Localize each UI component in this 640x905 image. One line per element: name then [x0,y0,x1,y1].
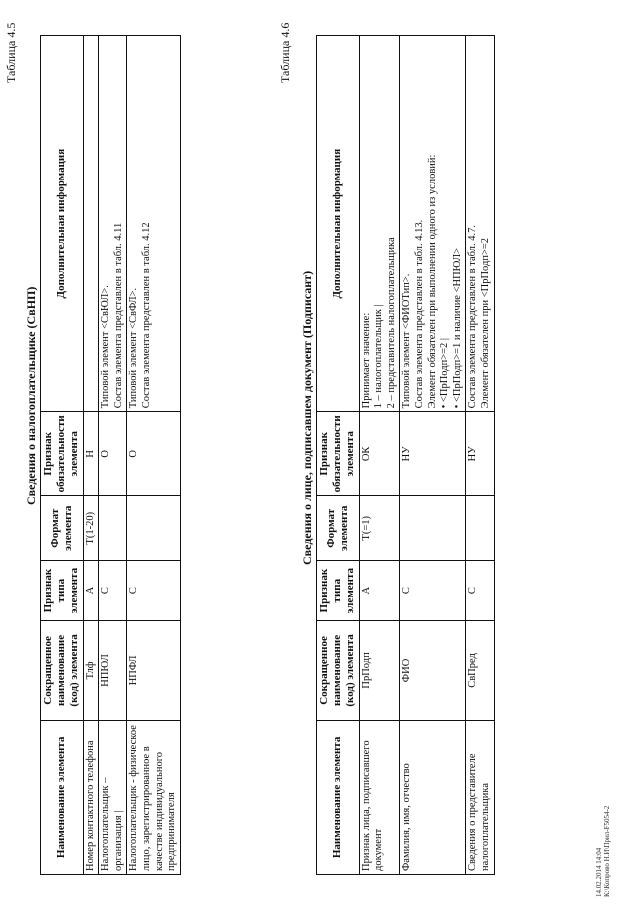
cell-required: Н [83,412,99,496]
header-cell: Формат элемента [317,496,360,561]
header-cell: Признак обязательности элемента [317,412,360,496]
cell-code: НПФЛ [127,621,180,721]
cell-format [127,496,180,561]
cell-type: А [359,561,400,621]
cell-code: СвПред [466,621,494,721]
table-row [83,36,99,875]
cell-element-name: Признак лица, подписавшего документ [359,720,400,874]
header-row [41,36,84,875]
header-cell: Дополнительная информация [317,36,360,412]
cell-required: НУ [466,412,494,496]
cell-element-name: Налогоплательщик - физическое лицо, зарегистрированное в качестве индивидуального предпринимателя [127,720,180,874]
header-row [317,36,360,875]
table-4-5 [40,35,181,875]
cell-required: О [127,412,180,496]
table-4-6-label: Таблица 4.6 [278,22,292,83]
table-row [127,36,180,875]
header-cell: Признак обязательности элемента [41,412,84,496]
table-4-5-title: Сведения о налогоплательщике (СвНП) [24,286,38,505]
cell-element-name: Номер контактного телефона [83,720,99,874]
header-cell: Признак типа элемента [41,561,84,621]
cell-format: T(1-20) [83,496,99,561]
header-cell: Формат элемента [41,496,84,561]
cell-info: Принимает значение: 1 – налогоплательщик | 2 – представитель налогоплательщика [359,36,400,412]
cell-type: С [127,561,180,621]
header-cell: Признак типа элемента [317,561,360,621]
cell-code: ФИО [400,621,466,721]
cell-element-name: Сведения о представителе налогоплательщика [466,720,494,874]
table-4-6-title: Сведения о лице, подписавшем документ (Подписант) [300,270,314,565]
header-cell: Наименование элемента [317,720,360,874]
cell-code: НПЮЛ [99,621,127,721]
cell-element-name: Налогоплательщик – организация | [99,720,127,874]
cell-type: С [99,561,127,621]
header-cell: Сокращенное наименование (код) элемента [41,621,84,721]
table-4-6 [316,35,495,875]
table-row [400,36,466,875]
cell-element-name: Фамилия, имя, отчество [400,720,466,874]
cell-info: Типовой элемент <ФИОТип>. Состав элемента представлен в табл. 4.13. Элемент обязателен при выполнении одного из условий: • <ПрПодп>=2 | • <ПрПодп>=1 и наличие <НПЮЛ> [400,36,466,412]
cell-info: Типовой элемент <СвФЛ>. Состав элемента представлен в табл. 4.12 [127,36,180,412]
cell-required: ОК [359,412,400,496]
table-4-5-label: Таблица 4.5 [4,22,18,83]
cell-info [83,36,99,412]
cell-code: ПрПодп [359,621,400,721]
cell-type: С [400,561,466,621]
cell-format [400,496,466,561]
cell-format [466,496,494,561]
cell-info: Типовой элемент <СвЮЛ>. Состав элемента представлен в табл. 4.11 [99,36,127,412]
header-cell: Наименование элемента [41,720,84,874]
cell-code: Тлф [83,621,99,721]
cell-info: Состав элемента представлен в табл. 4.7. Элемент обязателен при <ПрПодп>=2 [466,36,494,412]
cell-format: T(=1) [359,496,400,561]
cell-type: С [466,561,494,621]
cell-type: А [83,561,99,621]
table-row [359,36,400,875]
header-cell: Сокращенное наименование (код) элемента [317,621,360,721]
cell-required: НУ [400,412,466,496]
table-row [99,36,127,875]
cell-required: О [99,412,127,496]
cell-format [99,496,127,561]
header-cell: Дополнительная информация [41,36,84,412]
table-row [466,36,494,875]
print-footer: 14.02.2014 14:04 К:\Копрово Н.И\Прил-F5054-2 [595,805,611,897]
